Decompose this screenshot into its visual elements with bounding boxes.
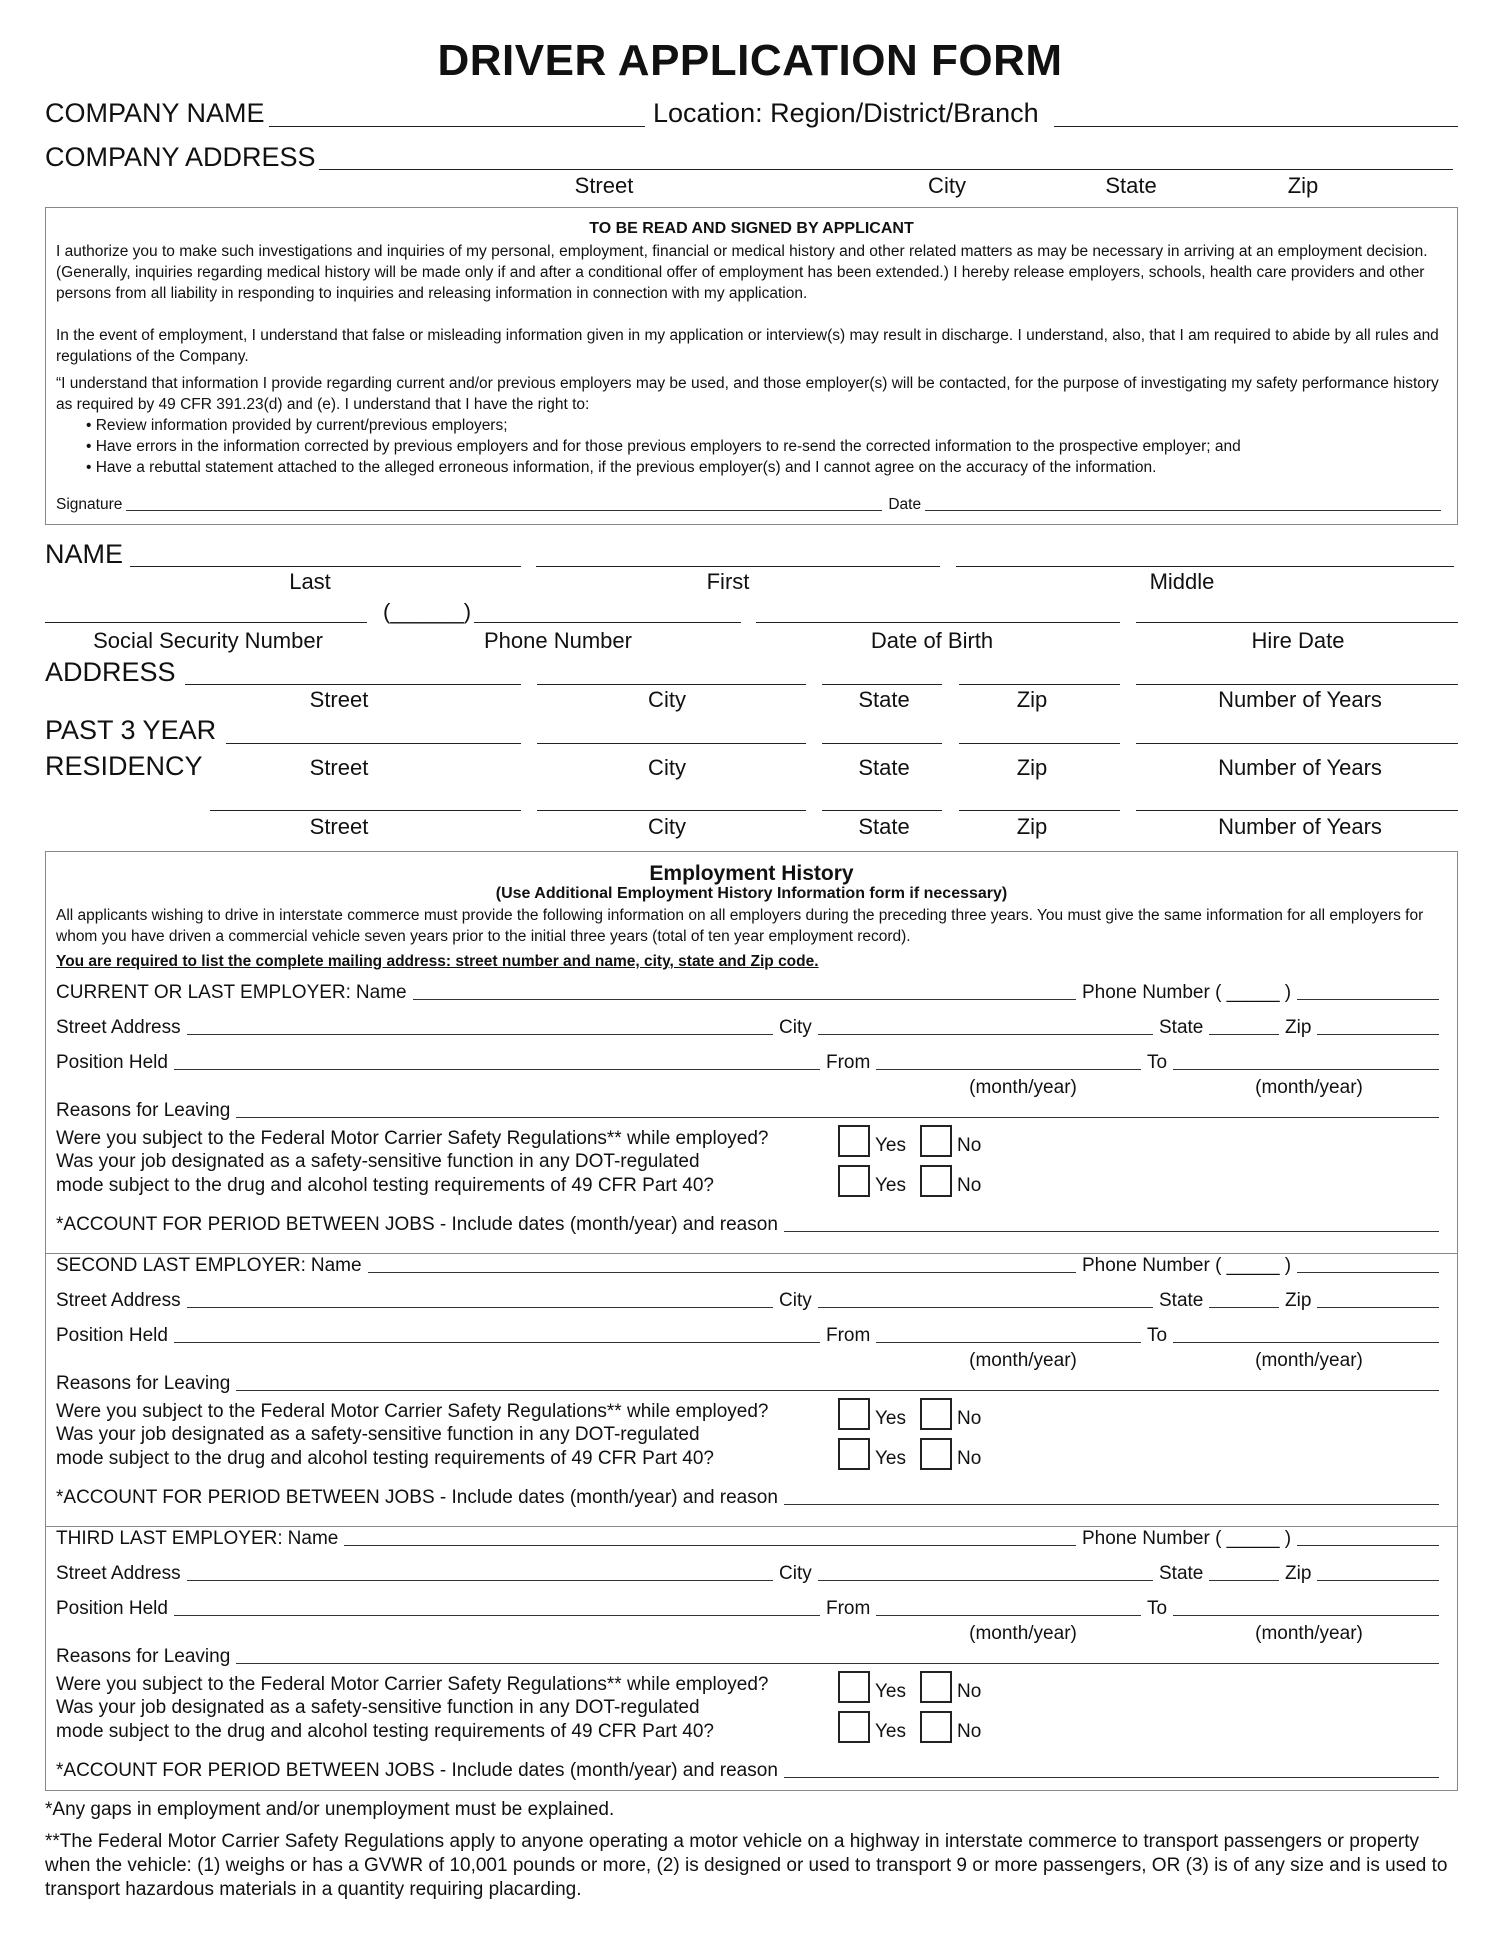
rights-item: • Review information provided by current/previous employers; [86,415,1447,436]
employer-label: SECOND LAST EMPLOYER: [56,1255,306,1276]
employer-section [46,1253,1457,1526]
state-caption: State [858,755,910,780]
field-group [56,1255,1082,1277]
question-text: mode subject to the drug and alcohol testing requirements of 49 CFR Part 40? [56,1721,714,1742]
employer-label: CURRENT OR LAST EMPLOYER: [56,982,351,1003]
fmcsr-no-checkbox[interactable] [920,1125,952,1157]
zip-label: Zip [1285,1563,1312,1584]
ssn-caption: Social Security Number [93,628,323,653]
phone-label: Phone Number ( _____ ) [1082,982,1292,1003]
area-code-field[interactable]: (______) [383,599,472,624]
signature-row [56,494,1447,515]
position-field[interactable] [174,1342,820,1343]
field-group [826,1598,1147,1620]
to-date-field[interactable] [1173,1615,1439,1616]
form-row [56,1017,1445,1039]
employment-title: Employment History [649,862,854,885]
reasons-field[interactable] [236,1117,1439,1118]
from-label: From [826,1598,871,1619]
residence-3-years-field[interactable] [1136,810,1458,811]
employer-name-field[interactable] [413,999,1076,1000]
state-caption: State [1105,173,1157,198]
form-row [56,1598,1445,1620]
rights-item: • Have errors in the information corrected by previous employers and for those previous employers to re-send the corrected information to the prospective employer; and [86,436,1447,457]
state-label: State [1159,1017,1204,1038]
city-caption: City [928,173,966,198]
fmcsr-note: **The Federal Motor Carrier Safety Regulations apply to anyone operating a motor vehicle on a highway in interstate commerce to transport passengers or property when the vehicle: (1) weighs or has a GVWR of 10,001 pounds or more, (2) is designed or used to transport 9 or more passengers, OR (3) is of any size and is used to transport hazardous materials in a quantity requiring placarding. [45,1831,1448,1900]
employer-phone-field[interactable] [1297,999,1439,1000]
years-caption: Number of Years [1218,755,1382,780]
month-year-caption: (month/year) [969,1623,1077,1644]
employer-name-field[interactable] [368,1272,1076,1273]
field-group [1082,982,1445,1004]
yes-label: Yes [875,1721,906,1742]
fmcsr-no-checkbox[interactable] [920,1398,952,1430]
company-address-label: COMPANY ADDRESS [45,142,316,172]
field-group [56,1290,779,1312]
past-residency-label-2: RESIDENCY [45,751,203,781]
name-label: Name [355,982,407,1003]
account-label: *ACCOUNT FOR PERIOD BETWEEN JOBS - Include dates (month/year) and reason [56,1214,778,1235]
form-row [56,1214,1445,1236]
yes-label: Yes [875,1681,906,1702]
no-label: No [957,1681,982,1702]
residence-1-state-field[interactable] [822,684,942,685]
state-label: State [1159,1563,1204,1584]
drug-testing-no-checkbox[interactable] [920,1711,952,1743]
gaps-note: *Any gaps in employment and/or unemployment must be explained. [45,1799,615,1820]
from-date-field[interactable] [876,1615,1141,1616]
fmcsr-yes-checkbox[interactable] [838,1125,870,1157]
employer-phone-field[interactable] [1297,1272,1439,1273]
field-group [56,1214,1445,1236]
drug-testing-no-checkbox[interactable] [920,1165,952,1197]
zip-caption: Zip [1016,687,1048,712]
street-address-label: Street Address [56,1017,181,1038]
question-text: mode subject to the drug and alcohol testing requirements of 49 CFR Part 40? [56,1175,714,1196]
hire-caption: Hire Date [1251,628,1345,653]
no-label: No [957,1448,982,1469]
question-text: Was your job designated as a safety-sensitive function in any DOT-regulated [56,1424,700,1445]
field-group [779,1290,1159,1312]
authorization-paragraph-1: I authorize you to make such investigations and inquiries of my personal, employment, financial or medical history and other related matters as may be necessary in arriving at an employment decision. (Generally, inquiries regarding medical history will be made only if and after a conditional offer of employment has been extended.) I hereby release employers, schools, health care providers and other persons from all liability in responding to inquiries and releasing information in connection with my application. [56,243,1428,302]
fmcsr-yes-checkbox[interactable] [838,1398,870,1430]
rights-list [86,415,1447,478]
form-row [56,1487,1445,1509]
position-label: Position Held [56,1325,168,1346]
field-group [1147,1052,1445,1074]
form-row [56,1646,1445,1668]
to-label: To [1147,1325,1168,1346]
ssn-field[interactable] [45,622,367,623]
past-residency-label-1: PAST 3 YEAR [45,715,217,745]
street-address-field[interactable] [187,1307,773,1308]
field-group [56,1598,826,1620]
form-row [56,1052,1445,1074]
city-label: City [779,1290,812,1311]
street-address-label: Street Address [56,1290,181,1311]
name-label: Name [310,1255,362,1276]
zip-label: Zip [1285,1290,1312,1311]
signature-field[interactable] [126,510,882,511]
zip-caption: Zip [1016,755,1048,780]
from-date-field[interactable] [876,1342,1141,1343]
residence-3-zip-field[interactable] [959,810,1120,811]
residence-2-state-field[interactable] [822,743,942,744]
zip-caption: Zip [1016,814,1048,839]
position-field[interactable] [174,1615,820,1616]
month-year-caption: (month/year) [1255,1623,1363,1644]
city-label: City [779,1563,812,1584]
form-row [56,1325,1445,1347]
account-label: *ACCOUNT FOR PERIOD BETWEEN JOBS - Include dates (month/year) and reason [56,1760,778,1781]
rights-item: • Have a rebuttal statement attached to the alleged erroneous information, if the previous employer(s) and I cannot agree on the accuracy of the information. [86,457,1447,478]
section-divider [46,1253,1457,1254]
yes-label: Yes [875,1135,906,1156]
form-row [56,1528,1445,1550]
dob-caption: Date of Birth [870,628,994,653]
field-group [56,1100,1445,1122]
state-caption: State [858,687,910,712]
city-field[interactable] [818,1580,1153,1581]
form-row [56,1255,1445,1277]
company-address-field[interactable] [319,169,1453,170]
field-group [826,1325,1147,1347]
street-address-label: Street Address [56,1563,181,1584]
residence-2-zip-field[interactable] [959,743,1120,744]
years-caption: Number of Years [1218,814,1382,839]
field-group [1159,1017,1285,1039]
state-caption: State [858,814,910,839]
years-caption: Number of Years [1218,687,1382,712]
employment-history-box [45,851,1458,1791]
address-label: ADDRESS [45,657,176,687]
reasons-label: Reasons for Leaving [56,1373,231,1394]
zip-field[interactable] [1317,1307,1439,1308]
state-field[interactable] [1209,1307,1279,1308]
question-text: Were you subject to the Federal Motor Carrier Safety Regulations** while employed? [56,1128,769,1149]
position-label: Position Held [56,1598,168,1619]
city-field[interactable] [818,1034,1153,1035]
to-date-field[interactable] [1173,1342,1439,1343]
position-label: Position Held [56,1052,168,1073]
residence-2-years-field[interactable] [1136,743,1458,744]
state-field[interactable] [1209,1034,1279,1035]
last-name-field[interactable] [130,566,521,567]
form-row [56,1100,1445,1122]
yes-label: Yes [875,1175,906,1196]
from-label: From [826,1325,871,1346]
reasons-label: Reasons for Leaving [56,1100,231,1121]
street-caption: Street [309,687,369,712]
employer-name-field[interactable] [344,1545,1076,1546]
to-label: To [1147,1598,1168,1619]
state-field[interactable] [1209,1580,1279,1581]
form-row [56,1563,1445,1585]
form-row [56,982,1445,1004]
street-address-field[interactable] [187,1580,773,1581]
company-name-label: COMPANY NAME [45,98,265,128]
question-text: Were you subject to the Federal Motor Carrier Safety Regulations** while employed? [56,1401,769,1422]
last-caption: Last [289,569,331,594]
employer-label: THIRD LAST EMPLOYER: [56,1528,283,1549]
company-name-field[interactable] [269,126,645,127]
employer-phone-field[interactable] [1297,1545,1439,1546]
name-label: NAME [45,539,124,569]
residence-1-city-field[interactable] [537,684,806,685]
field-group [56,1760,1445,1782]
street-caption: Street [309,814,369,839]
reasons-label: Reasons for Leaving [56,1646,231,1667]
yes-label: Yes [875,1408,906,1429]
employment-subtitle: (Use Additional Employment History Information form if necessary) [495,885,1008,902]
field-group [1159,1563,1285,1585]
authorization-paragraph-3: “I understand that information I provide regarding current and/or previous employers may be used, and those employer(s) will be contacted, for the purpose of investigating my safety performance history as required by 49 CFR 391.23(d) and (e). I understand that I have the right to: [56,375,1439,413]
fmcsr-no-checkbox[interactable] [920,1671,952,1703]
question-text: Was your job designated as a safety-sensitive function in any DOT-regulated [56,1151,700,1172]
state-label: State [1159,1290,1204,1311]
phone-field[interactable] [474,622,741,623]
hire-date-field[interactable] [1136,622,1458,623]
account-period-field[interactable] [784,1777,1439,1778]
field-group [56,1017,779,1039]
form-row [56,1760,1445,1782]
employer-section [46,1526,1457,1799]
form-row [56,1373,1445,1395]
account-period-field[interactable] [784,1504,1439,1505]
street-caption: Street [574,173,634,198]
field-group [56,1487,1445,1509]
residence-1-zip-field[interactable] [959,684,1120,685]
month-year-caption: (month/year) [969,1350,1077,1371]
field-group [56,1325,826,1347]
zip-label: Zip [1285,1017,1312,1038]
field-group [1082,1255,1445,1277]
signature-label: Signature [56,496,123,513]
street-caption: Street [309,755,369,780]
address-requirement: You are required to list the complete mailing address: street number and name, city, state and Zip code. [56,953,819,970]
residence-3-street-field[interactable] [210,810,521,811]
no-label: No [957,1408,982,1429]
authorization-box [45,207,1458,525]
city-caption: City [648,755,686,780]
field-group [1285,1017,1445,1039]
account-label: *ACCOUNT FOR PERIOD BETWEEN JOBS - Include dates (month/year) and reason [56,1487,778,1508]
phone-label: Phone Number ( _____ ) [1082,1528,1292,1549]
field-group [56,1528,1082,1550]
employment-intro: All applicants wishing to drive in interstate commerce must provide the following information on all employers during the preceding three years. You must give the same information for all employers for whom you have driven a commercial vehicle seven years prior to the initial three years (total of ten year employment record). [56,907,1424,945]
field-group [1285,1563,1445,1585]
date-field[interactable] [925,510,1441,511]
residence-1-years-field[interactable] [1136,684,1458,685]
employer-section [46,980,1457,1253]
middle-caption: Middle [1149,569,1215,594]
zip-field[interactable] [1317,1034,1439,1035]
no-label: No [957,1175,982,1196]
field-group [1147,1598,1445,1620]
street-address-field[interactable] [187,1034,773,1035]
dob-field[interactable] [756,622,1120,623]
phone-label: Phone Number ( _____ ) [1082,1255,1292,1276]
field-group [779,1017,1159,1039]
field-group [1285,1290,1445,1312]
reasons-field[interactable] [236,1663,1439,1664]
field-group [56,1646,1445,1668]
field-group [56,1563,779,1585]
field-group [56,1373,1445,1395]
drug-testing-yes-checkbox[interactable] [838,1438,870,1470]
location-label: Location: Region/District/Branch [653,98,1039,128]
reasons-field[interactable] [236,1390,1439,1391]
field-group [779,1563,1159,1585]
middle-name-field[interactable] [956,566,1454,567]
question-text: mode subject to the drug and alcohol testing requirements of 49 CFR Part 40? [56,1448,714,1469]
zip-caption: Zip [1287,173,1319,198]
form-title: DRIVER APPLICATION FORM [437,36,1063,85]
residence-3-city-field[interactable] [537,810,806,811]
month-year-caption: (month/year) [969,1077,1077,1098]
residence-3-state-field[interactable] [822,810,942,811]
month-year-caption: (month/year) [1255,1350,1363,1371]
first-caption: First [706,569,750,594]
no-label: No [957,1721,982,1742]
residence-1-street-field[interactable] [185,684,521,685]
date-label: Date [888,496,922,513]
first-name-field[interactable] [536,566,940,567]
no-label: No [957,1135,982,1156]
to-date-field[interactable] [1173,1069,1439,1070]
drug-testing-yes-checkbox[interactable] [838,1165,870,1197]
city-label: City [779,1017,812,1038]
residence-2-city-field[interactable] [537,743,806,744]
from-date-field[interactable] [876,1069,1141,1070]
yes-label: Yes [875,1448,906,1469]
position-field[interactable] [174,1069,820,1070]
authorization-heading: TO BE READ AND SIGNED BY APPLICANT [589,220,914,237]
city-caption: City [648,814,686,839]
month-year-caption: (month/year) [1255,1077,1363,1098]
to-label: To [1147,1052,1168,1073]
field-group [1159,1290,1285,1312]
field-group [826,1052,1147,1074]
fmcsr-yes-checkbox[interactable] [838,1671,870,1703]
field-group [56,982,1082,1004]
name-label: Name [287,1528,339,1549]
question-text: Was your job designated as a safety-sensitive function in any DOT-regulated [56,1697,700,1718]
city-field[interactable] [818,1307,1153,1308]
question-text: Were you subject to the Federal Motor Carrier Safety Regulations** while employed? [56,1674,769,1695]
location-field[interactable] [1054,126,1458,127]
account-period-field[interactable] [784,1231,1439,1232]
form-row [56,1290,1445,1312]
zip-field[interactable] [1317,1580,1439,1581]
field-group [56,1052,826,1074]
authorization-paragraph-2: In the event of employment, I understand that false or misleading information given in my application or interview(s) may result in discharge. I understand, also, that I am required to abide by all rules and regulations of the Company. [56,327,1439,365]
drug-testing-no-checkbox[interactable] [920,1438,952,1470]
section-divider [46,1526,1457,1527]
field-group [1082,1528,1445,1550]
phone-caption: Phone Number [484,628,632,653]
field-group [1147,1325,1445,1347]
drug-testing-yes-checkbox[interactable] [838,1711,870,1743]
from-label: From [826,1052,871,1073]
city-caption: City [648,687,686,712]
residence-2-street-field[interactable] [226,743,521,744]
